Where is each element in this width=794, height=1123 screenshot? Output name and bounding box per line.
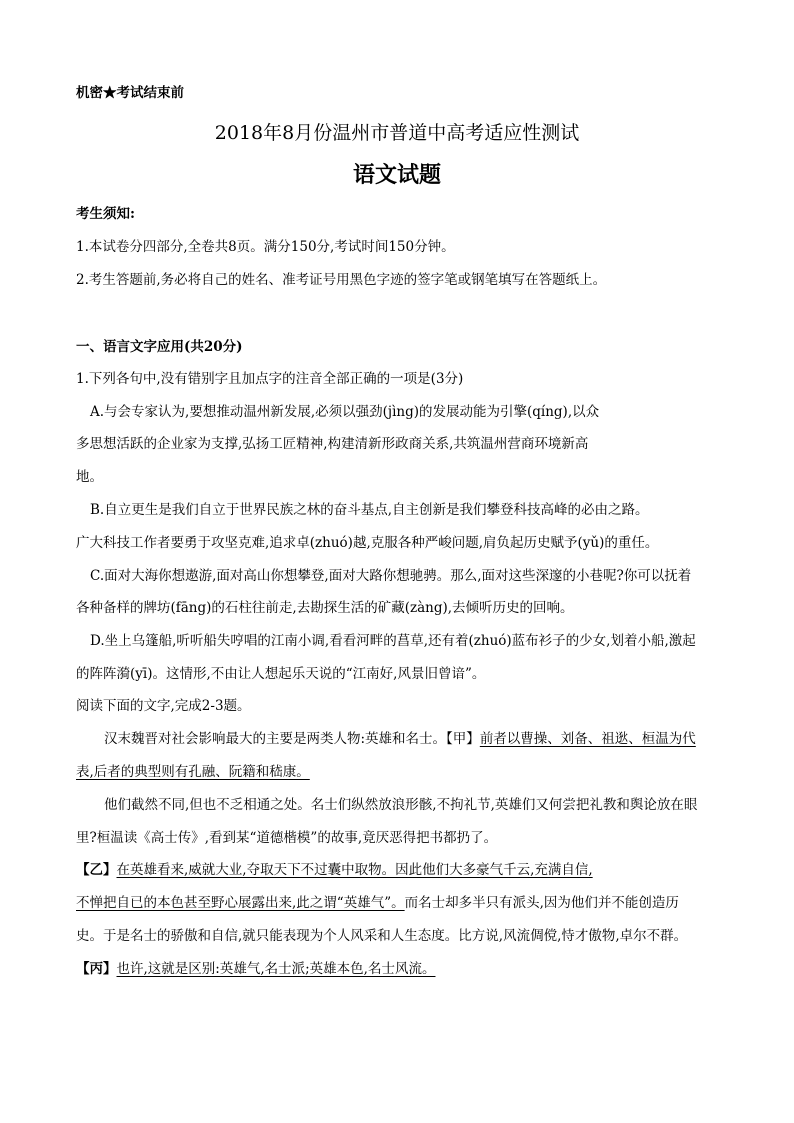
passage-underline-yi-2: 不惮把自已的本色甚至野心展露出来,此之谓“英雄气”。 [76, 895, 405, 911]
passage-p1-line-1 [104, 729, 696, 749]
passage-p2-line-1: 他们截然不同,但也不乏相通之处。名士们纵然放浪形骸,不拘礼节,英雄们又何尝把礼教和舆论放在眼 [104, 797, 698, 813]
option-a-line-3: 地。 [76, 469, 103, 485]
passage-underline-bing: 也许,这就是区别:英雄气,名士派;英雄本色,名士风流。 [116, 961, 436, 977]
option-c-line-1: C.面对大海你想遨游,面对高山你想攀登,面对大路你想驰骋。那么,面对这些深邃的小巷呢?你可以抚着 [90, 568, 692, 584]
notice-item-1: 1.本试卷分四部分,全卷共8页。满分150分,考试时间150分钟。 [76, 239, 455, 255]
passage-underline-yi-1: 在英雄看来,威就大业,夺取天下不过囊中取物。因此他们大多豪气千云,充满自信, [116, 862, 593, 878]
question-1-stem: 1.下列各句中,没有错别字且加点字的注音全部正确的一项是(3分) [76, 371, 464, 387]
option-d-line-2: 的阵阵漪(yī)。这情形,不由让人想起乐天说的“江南好,风景旧曾谙”。 [76, 666, 486, 682]
passage-p1-line-2 [76, 762, 310, 782]
passage-p3-line-1 [76, 860, 593, 880]
passage-p2-line-2: 里?桓温读《高士传》,看到某“道德楷模”的故事,竟厌恶得把书都扔了。 [76, 830, 498, 846]
section1-heading: 一、语言文字应用(共20分) [76, 339, 243, 355]
passage-p4-line-1 [76, 959, 435, 979]
notice-heading: 考生须知: [76, 206, 135, 222]
option-c-line-2: 各种备样的牌坊(fāng)的石柱往前走,去勘探生活的矿藏(zàng),去倾听历史的回响。 [76, 600, 574, 616]
passage-p1-lead: 汉末魏晋对社会影响最大的主要是两类人物:英雄和名士。【甲】 [104, 731, 480, 747]
passage-p3-line-2 [76, 893, 679, 913]
marker-yi: 【乙】 [76, 862, 117, 878]
option-b-line-1: B.自立更生是我们自立于世界民族之林的奋斗基点,自主创新是我们攀登科技高峰的必由之路。 [90, 502, 649, 518]
exam-title: 2018年8月份温州市普道中高考适应性测试 [214, 122, 580, 144]
option-a-line-1: A.与会专家认为,要想推动温州新发展,必须以强劲(jìng)的发展动能为引擎(qíng),以众 [90, 404, 600, 420]
passage-p3-tail: 而名士却多半只有派头,因为他们并不能创造历 [404, 895, 679, 911]
passage-underline-jia-1: 前者以曹操、刘备、祖逖、桓温为代 [479, 731, 696, 747]
option-d-line-1: D.坐上乌篷船,听听船失哼唱的江南小调,看看河畔的菖草,还有着(zhuó)蓝布衫子的少女,划着小船,激起 [90, 633, 696, 649]
option-a-line-2: 多思想活跃的企业家为支撑,弘扬工匠精神,构建清新形政商关系,共筑温州营商环境新高 [76, 436, 589, 452]
notice-item-2: 2.考生答题前,务必将自己的姓名、准考证号用黑色字迹的签字笔或钢笔填写在答题纸上。 [76, 272, 607, 288]
confidential-tag: 机密★考试结束前 [76, 85, 184, 101]
subject-title: 语文试题 [352, 162, 441, 188]
reading-intro: 阅读下面的文字,完成2-3题。 [76, 698, 251, 714]
marker-bing: 【丙】 [76, 961, 117, 977]
option-b-line-2: 广大科技工作者要勇于攻坚克难,追求卓(zhuó)越,克服各种严峻问题,肩负起历史赋予(yǔ)的重任。 [76, 535, 659, 551]
passage-underline-jia-2: 表,后者的典型则有孔融、阮籍和嵇康。 [76, 764, 310, 780]
passage-p3-line-3: 史。于是名士的骄傲和自信,就只能表现为个人风采和人生态度。比方说,风流倜傥,恃才傲物,卓尔不群。 [76, 928, 688, 944]
